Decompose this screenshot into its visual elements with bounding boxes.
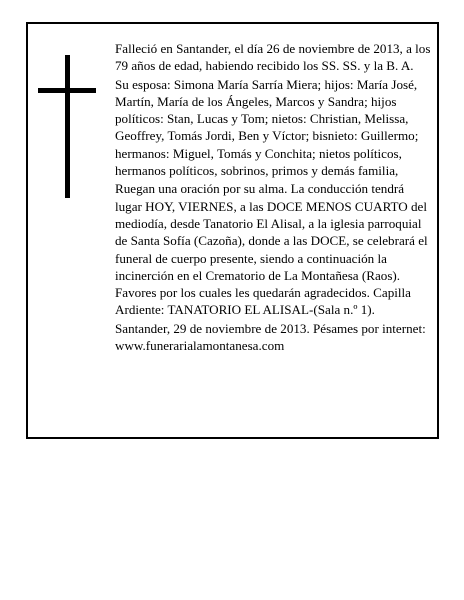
death-announcement-paragraph: Falleció en Santander, el día 26 de noviembre de 2013, a los 79 años de edad, habiendo recibido los SS. SS. y la B. A. [115, 41, 431, 74]
date-and-condolences-paragraph: Santander, 29 de noviembre de 2013. Pésames por internet: www.funerarialamontanesa.com [115, 320, 426, 354]
cross-horizontal-bar [38, 88, 96, 93]
funeral-details-paragraph: Ruegan una oración por su alma. La conducción tendrá lugar HOY, VIERNES, a las DOCE MENOS CUARTO del mediodía, desde Tanatorio El Alisal, a la iglesia parroquial de Santa Sofía (Cazoña), donde a las DOCE, se celebrará el funeral de cuerpo presente, siendo a continuación la incinerción en el Crematorio de La Montañesa (Raos). Favores por los cuales les quedarán agradecidos. Capilla Ardiente: TANATORIO EL ALISAL-(Sala n.º 1). [115, 181, 428, 318]
cross-vertical-bar [65, 55, 70, 198]
obituary-text [115, 40, 433, 354]
obituary-notice [26, 22, 439, 439]
latin-cross-icon [38, 55, 96, 198]
family-paragraph: Su esposa: Simona María Sarría Miera; hijos: María José, Martín, María de los Ángeles, Marcos y Sandra; hijos políticos: Stan, Lucas y Tom; nietos: Christian, Melissa, Geoffrey, Tomás Jordi, Ben y Víctor; bisnieto: Guillermo; hermanos: Miguel, Tomás y Conchita; nietos políticos, hermanos políticos, sobrinos, primos y demás familia, [115, 76, 419, 179]
